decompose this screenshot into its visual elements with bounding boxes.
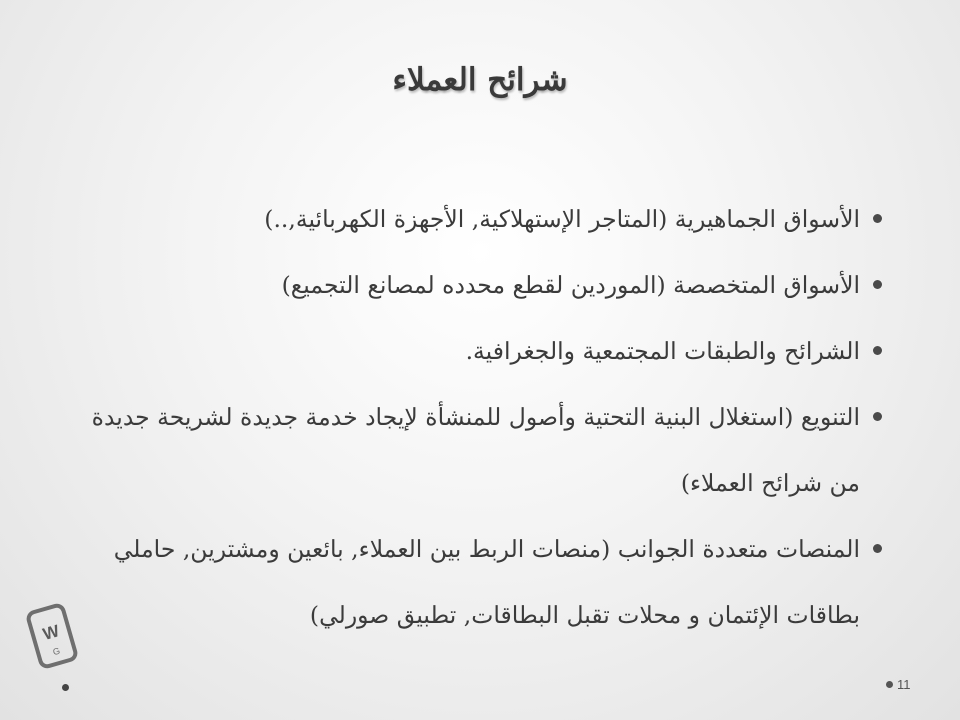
wg-logo-icon bbox=[26, 600, 78, 672]
bullet-item bbox=[60, 318, 882, 384]
page-number-text: 11 bbox=[897, 677, 911, 692]
bullet-dot-icon bbox=[873, 412, 882, 421]
bullet-list bbox=[60, 186, 882, 648]
bullet-text: المنصات متعددة الجوانب (منصات الربط بين العملاء, بائعين ومشترين, حاملي بطاقات الإئتمان و محلات تقبل البطاقات, تطبيق صورلي) bbox=[113, 535, 860, 629]
bullet-text: التنويع (استغلال البنية التحتية وأصول للمنشأة لإيجاد خدمة جديدة لشريحة جديدة من شرائح العملاء) bbox=[91, 403, 860, 497]
bullet-item bbox=[60, 516, 882, 648]
slide-title: شرائح العملاء bbox=[392, 62, 568, 98]
bullet-dot-icon bbox=[873, 280, 882, 289]
page-dot-icon bbox=[886, 681, 893, 688]
bullet-text: الشرائح والطبقات المجتمعية والجغرافية. bbox=[465, 337, 860, 365]
bullet-item bbox=[60, 186, 882, 252]
bullet-text: الأسواق المتخصصة (الموردين لقطع محدده لمصانع التجميع) bbox=[281, 271, 860, 299]
decorative-dot bbox=[62, 684, 69, 691]
bullet-dot-icon bbox=[873, 544, 882, 553]
bullet-item bbox=[60, 384, 882, 516]
bullet-item bbox=[60, 252, 882, 318]
bullet-dot-icon bbox=[873, 346, 882, 355]
bullet-dot-icon bbox=[873, 214, 882, 223]
logo-sub-letter: G bbox=[51, 645, 62, 658]
bullet-text: الأسواق الجماهيرية (المتاجر الإستهلاكية, الأجهزة الكهربائية,..) bbox=[264, 205, 860, 233]
logo-letter: W bbox=[40, 621, 62, 644]
page-number bbox=[886, 677, 911, 692]
